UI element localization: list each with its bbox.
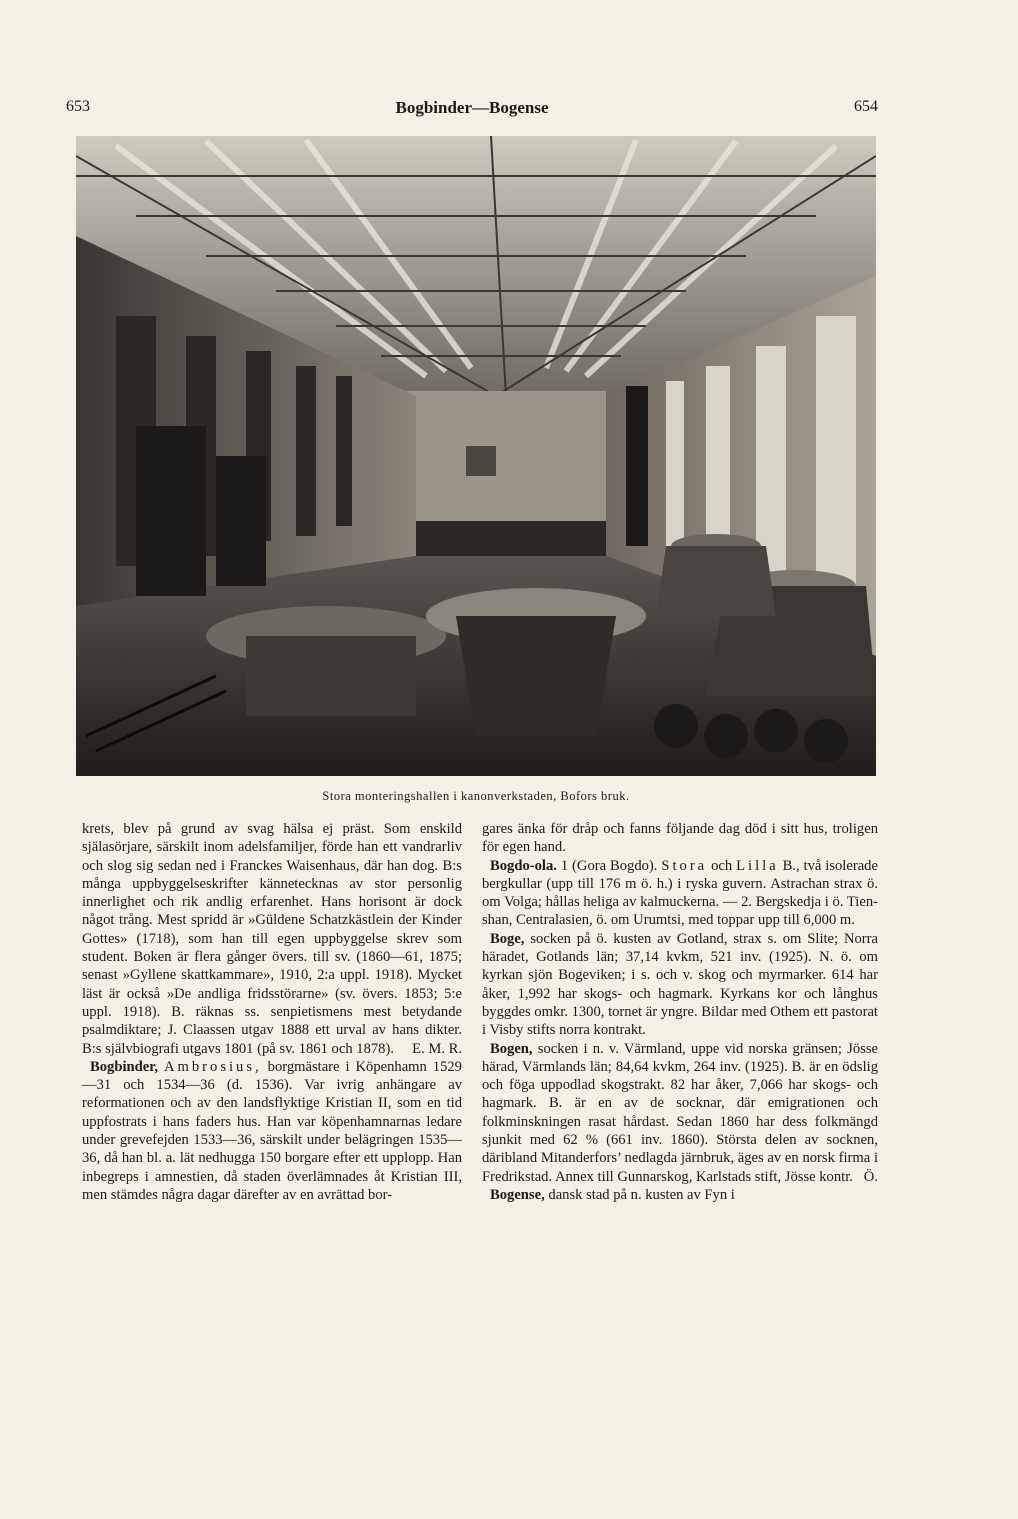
headword: Bogense, <box>490 1186 545 1203</box>
headword: Bogdo-ola. <box>490 857 557 874</box>
page-number-left: 653 <box>66 98 90 115</box>
author-signature: Ö. <box>863 1168 878 1185</box>
running-title: Bogbinder—Bogense <box>395 98 549 117</box>
headword: Bogen, <box>490 1040 533 1057</box>
right-column <box>482 820 878 1204</box>
entry-bogdo-ola: Bogdo-ola. 1 (Gora Bogdo). Stora och Lilla B., två isolerade bergkullar (upp till 176 m ö. h.) i ryska guvern. Astrachan strax ö. om Volga; hållas heliga av kalmuckerna. — 2. Bergskedja i ö. Tien-shan, Centralasien, ö. om Urumtsi, med toppar upp till 6,000 m. <box>482 857 878 929</box>
entry-bogense: Bogense, dansk stad på n. kusten av Fyn i <box>490 1186 735 1203</box>
running-header <box>66 98 878 122</box>
hall-illustration <box>76 136 876 776</box>
author-signature: E. M. R. <box>412 1040 462 1057</box>
left-column <box>82 820 462 1204</box>
entry-boge: Boge, socken på ö. kusten av Gotland, strax s. om Slite; Norra häradet, Gotlands län; 37,14 kvkm, 521 inv. (1925). N. ö. om kyrkan sjön Bogeviken; i s. och v. skog och myrmarker. 614 har åker, 1,992 har skogs- och hagmark. Kyrkans kor och långhus byggdes omkr. 1300, tornet är yngre. Bildar med Othem ett pastorat i Visby stifts norra kontrakt. <box>482 930 878 1039</box>
workshop-hall-photo <box>76 136 876 776</box>
given-name: Ambrosius, <box>163 1058 262 1075</box>
entry-continuation: krets, blev på grund av svag hälsa ej präst. Som enskild själasörjare, särskilt inom adelsfamiljer, förde han ett vandrarliv och slog sig sedan ned i Franckes Waisenhaus, där han dog. B:s många uppbyggelseskrifter kännetecknas av stor personlig innerlighet och rik andlig erfarenhet. Hans horisont är dock något trång. Mest spridd är »Güldene Schatzkästlein der Kinder Gottes» (1718), som han till egen uppbyggelse skrev som student. Boken är flera gånger övers. till sv. (1860—61, 1875; senast »Gyllene skattkammare», 1910, 2:a uppl. 1918). Mycket läst är också »De andliga fridsstörarne» (sv. övers. 1853; 5:e uppl. 1918). B. räknas ss. senpietismens mest betydande psalmdiktare; J. Claassen utgav 1888 ett urval av hans dikter. B:s självbiografi utgavs 1801 (på sv. 1861 och 1878). E. M. R. <box>82 821 462 1057</box>
entry-bogen: Bogen, socken i n. v. Värmland, uppe vid norska gränsen; Jösse härad, Värmlands län; 84,64 kvkm, 264 inv. (1925). B. är en ödslig och föga uppodlad skogstrakt. 82 har åker, 7,066 har skogs- och hagmark. B. är en av de socknar, där emigrationen och folkminskningen rasat hårdast. Sedan 1860 har dess folkmängd sjunkit med 62 % (661 inv. 1860). Största delen av socknen, däribland Mitanderfors’ nedlagda järnbruk, äges av en norsk firma i Fredrikstad. Annex till Gunnarskog, Karlstads stift, Jösse kontr. Ö. <box>482 1040 878 1185</box>
headword: Boge, <box>490 930 525 947</box>
headword: Bogbinder, <box>90 1058 158 1075</box>
figure-caption: Stora monteringshallen i kanonverkstaden, Bofors bruk. <box>322 789 630 803</box>
page-number-right: 654 <box>854 98 878 115</box>
entry-bogbinder: Bogbinder, Ambrosius, borgmästare i Köpenhamn 1529—31 och 1534—36 (d. 1536). Var ivrig anhängare av reformationen och av den landsflyktige Kristian II, som en tid uppfostrats i hans faders hus. Han var köpenhamnarnas ledare under grevefejden 1533—36, särskilt under belägringen 1535—36, då han bl. a. lät nedhugga 150 borgare efter ett upplopp. Han inbegreps i amnestien, då staden överlämnades åt Kristian III, men stämdes några dagar därefter av en avrättad bor- <box>82 1058 462 1203</box>
entry-continuation-right: gares änka för dråp och fanns följande dag död i sitt hus, troligen för egen hand. <box>482 821 878 856</box>
